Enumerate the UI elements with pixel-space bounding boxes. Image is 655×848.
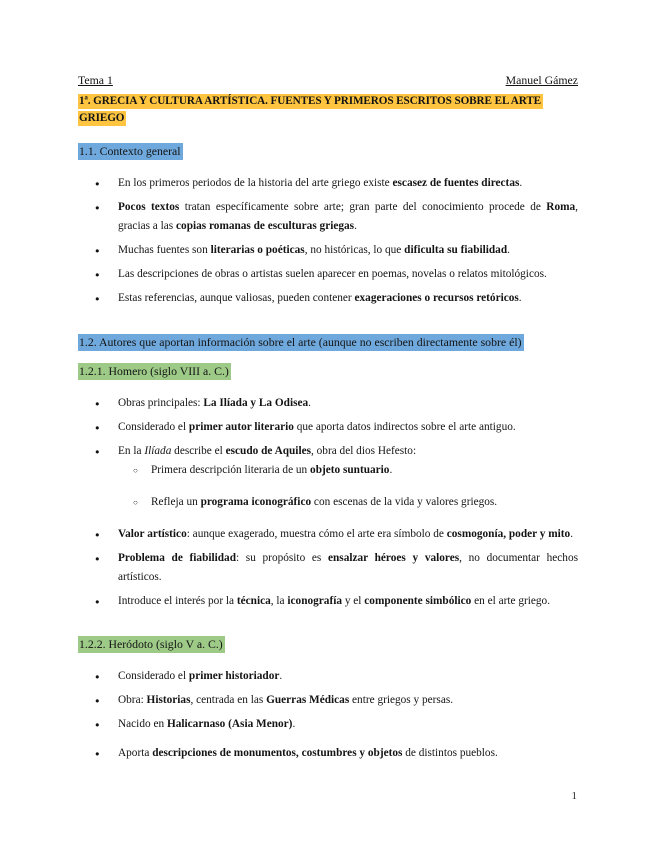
list-item (78, 289, 578, 308)
document-header (78, 72, 578, 88)
section-heading-contexto-general: 1.1. Contexto general (79, 144, 181, 158)
bullet-icon: ● (95, 554, 100, 563)
list-item (78, 525, 578, 544)
list-item-text: Primera descripción literaria de un objeto suntuario. (151, 464, 393, 476)
document-title (78, 93, 578, 127)
list-item-text: Obras principales: La Ilíada y La Odisea. (118, 397, 311, 409)
list-item-text: Nacido en Halicarnaso (Asia Menor). (118, 718, 296, 730)
herodoto-list (78, 667, 578, 763)
list-item-text: Introduce el interés por la técnica, la iconografía y el componente simbólico en el arte griego. (118, 595, 551, 607)
document-title-text: 1ª. GRECIA Y CULTURA ARTÍSTICA. FUENTES Y PRIMEROS ESCRITOS SOBRE EL ARTE GRIEGO (79, 95, 542, 124)
bullet-icon: ● (95, 672, 100, 681)
list-subitem (78, 461, 578, 480)
list-item-text: En la Ilíada describe el escudo de Aquiles, obra del dios Hefesto: (118, 445, 417, 457)
list-item (78, 265, 578, 284)
list-item (78, 174, 578, 193)
document-content (78, 72, 578, 768)
section-heading-herodoto: 1.2.2. Heródoto (siglo V a. C.) (79, 637, 223, 651)
list-item (78, 241, 578, 260)
list-item-text: Pocos textos tratan específicamente sobre arte; gran parte del conocimiento procede de Roma, gracias a las copias romanas de esculturas griegas. (118, 201, 578, 232)
bullet-icon: ● (95, 294, 100, 303)
section-homero (78, 363, 578, 611)
header-topic: Tema 1 (78, 73, 113, 87)
list-item-text: Aporta descripciones de monumentos, costumbres y objetos de distintos pueblos. (118, 747, 498, 759)
bullet-icon: ● (95, 179, 100, 188)
list-item-text: Obra: Historias, centrada en las Guerras Médicas entre griegos y persas. (118, 694, 454, 706)
hollow-bullet-icon: ○ (133, 498, 138, 507)
bullet-icon: ● (95, 447, 100, 456)
section-herodoto (78, 636, 578, 763)
bullet-icon: ● (95, 270, 100, 279)
list-item (78, 549, 578, 587)
list-item (78, 744, 578, 763)
list-item-text: Las descripciones de obras o artistas suelen aparecer en poemas, novelas o relatos mitológicos. (118, 268, 547, 280)
section-heading-autores: 1.2. Autores que aportan información sobre el arte (aunque no escriben directamente sobre él) (79, 335, 522, 349)
contexto-general-list (78, 174, 578, 308)
list-item (78, 418, 578, 437)
bullet-icon: ● (95, 696, 100, 705)
hollow-bullet-icon: ○ (133, 466, 138, 475)
section-contexto-general (78, 143, 578, 308)
list-item (78, 715, 578, 734)
bullet-icon: ● (95, 423, 100, 432)
list-item-text: Estas referencias, aunque valiosas, pueden contener exageraciones o recursos retóricos. (118, 292, 522, 304)
bullet-icon: ● (95, 530, 100, 539)
list-item-text: Problema de fiabilidad: su propósito es ensalzar héroes y valores, no documentar hechos artísticos. (118, 552, 578, 583)
list-item-text: En los primeros periodos de la historia del arte griego existe escasez de fuentes directas. (118, 177, 523, 189)
list-subitem (78, 493, 578, 512)
list-item-text: Considerado el primer historiador. (118, 670, 283, 682)
list-item (78, 691, 578, 710)
bullet-icon: ● (95, 749, 100, 758)
bullet-icon: ● (95, 720, 100, 729)
list-item-text: Refleja un programa iconográfico con escenas de la vida y valores griegos. (151, 496, 498, 508)
list-item-text: Valor artístico: aunque exagerado, muestra cómo el arte era símbolo de cosmogonía, poder y mito. (118, 528, 574, 540)
header-author: Manuel Gámez (505, 73, 578, 87)
list-item-text: Muchas fuentes son literarias o poéticas, no históricas, lo que dificulta su fiabilidad. (118, 244, 510, 256)
list-item-text: Considerado el primer autor literario que aporta datos indirectos sobre el arte antiguo. (118, 421, 516, 433)
list-item (78, 394, 578, 413)
list-item (78, 198, 578, 236)
homero-list (78, 394, 578, 611)
list-item (78, 442, 578, 461)
section-autores (78, 334, 578, 350)
section-heading-homero: 1.2.1. Homero (siglo VIII a. C.) (79, 364, 229, 378)
page-number: 1 (571, 790, 577, 802)
bullet-icon: ● (95, 246, 100, 255)
list-item (78, 667, 578, 686)
bullet-icon: ● (95, 399, 100, 408)
bullet-icon: ● (95, 597, 100, 606)
bullet-icon: ● (95, 203, 100, 212)
list-item (78, 592, 578, 611)
